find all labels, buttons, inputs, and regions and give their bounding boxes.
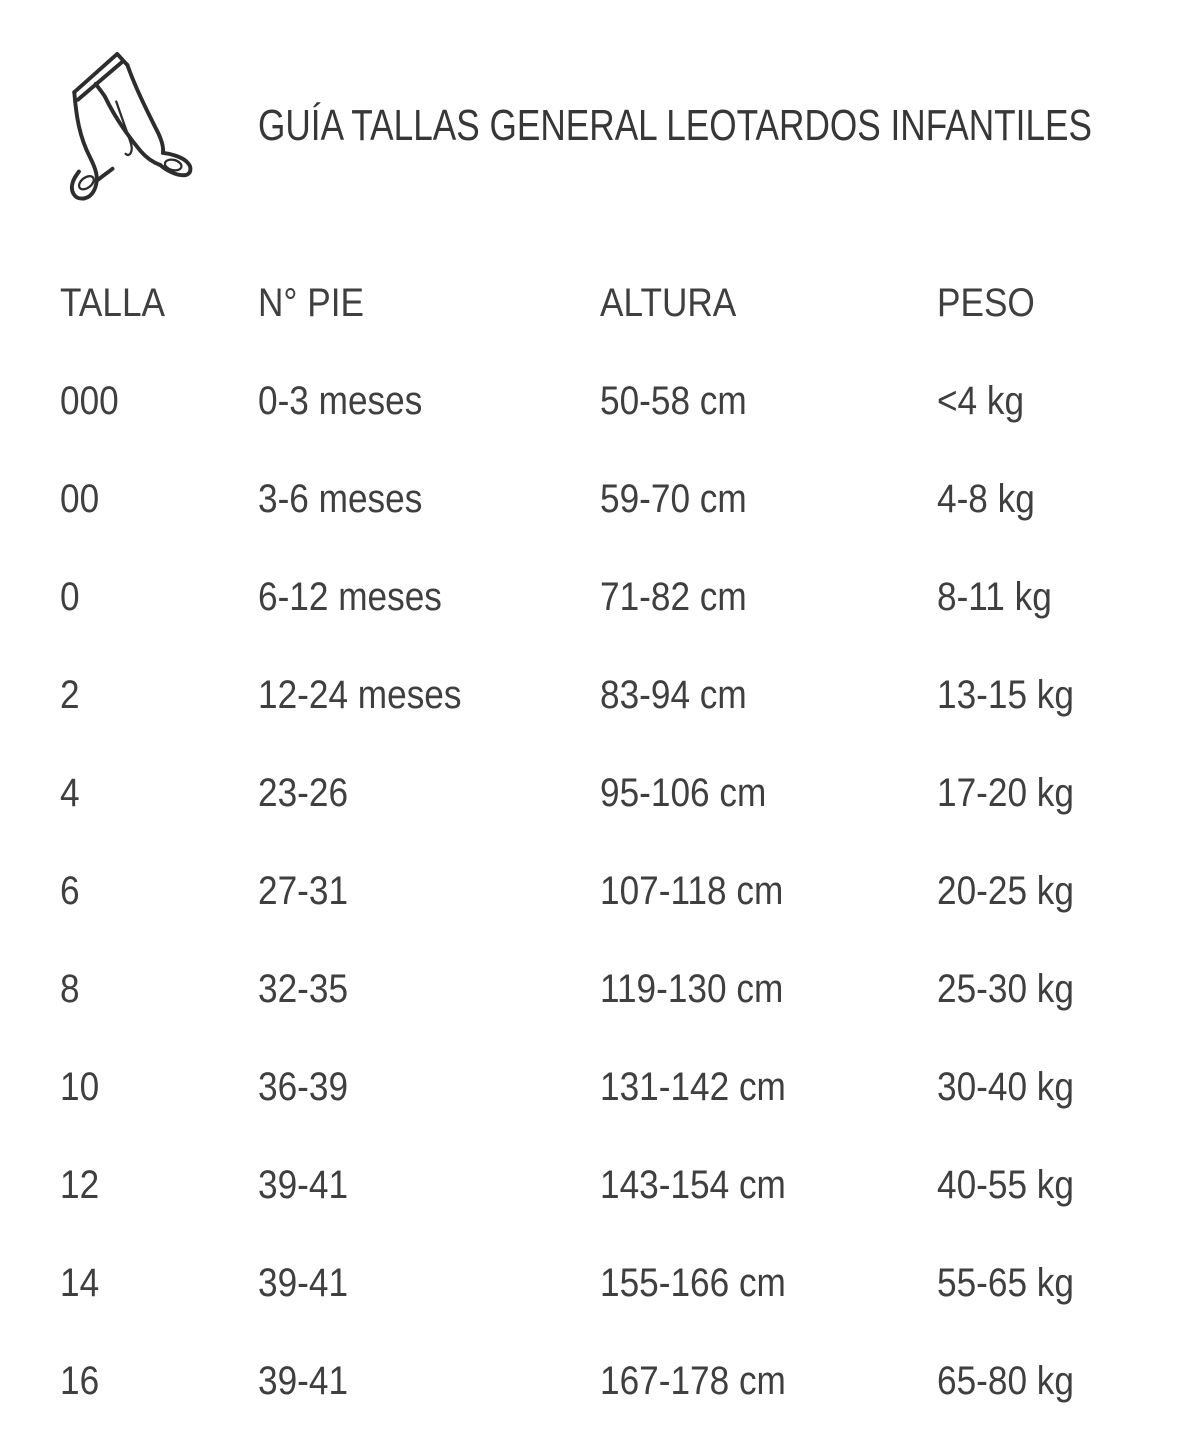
cell-altura: 167-178 cm [600, 1358, 786, 1403]
cell-pie: 23-26 [258, 770, 349, 815]
cell-talla: 8 [60, 966, 80, 1011]
cell-peso: <4 kg [937, 378, 1025, 423]
cell-altura: 107-118 cm [600, 868, 784, 913]
cell-peso: 65-80 kg [937, 1358, 1074, 1403]
tights-icon [64, 42, 204, 204]
cell-pie: 39-41 [258, 1260, 349, 1305]
cell-pie: 0-3 meses [258, 378, 423, 423]
cell-talla: 14 [60, 1260, 100, 1305]
cell-altura: 131-142 cm [600, 1064, 786, 1109]
column-header-pie: N° PIE [258, 280, 365, 325]
cell-peso: 40-55 kg [937, 1162, 1074, 1207]
column-header-talla: TALLA [60, 280, 166, 325]
cell-peso: 4-8 kg [937, 476, 1035, 521]
cell-pie: 32-35 [258, 966, 349, 1011]
cell-talla: 10 [60, 1064, 100, 1109]
cell-talla: 2 [60, 672, 80, 717]
cell-talla: 000 [60, 378, 119, 423]
cell-altura: 95-106 cm [600, 770, 767, 815]
cell-peso: 55-65 kg [937, 1260, 1074, 1305]
cell-altura: 59-70 cm [600, 476, 747, 521]
cell-talla: 00 [60, 476, 100, 521]
cell-pie: 36-39 [258, 1064, 349, 1109]
cell-altura: 143-154 cm [600, 1162, 786, 1207]
cell-altura: 71-82 cm [600, 574, 747, 619]
cell-pie: 27-31 [258, 868, 349, 913]
cell-talla: 12 [60, 1162, 100, 1207]
cell-altura: 50-58 cm [600, 378, 747, 423]
cell-talla: 0 [60, 574, 80, 619]
page-title-text: GUÍA TALLAS GENERAL LEOTARDOS INFANTILES [258, 101, 1092, 150]
cell-talla: 4 [60, 770, 80, 815]
page-title [258, 102, 1200, 150]
cell-talla: 16 [60, 1358, 100, 1403]
cell-pie: 6-12 meses [258, 574, 442, 619]
cell-pie: 39-41 [258, 1162, 349, 1207]
cell-peso: 25-30 kg [937, 966, 1074, 1011]
size-table [60, 254, 1160, 1430]
cell-pie: 39-41 [258, 1358, 349, 1403]
cell-talla: 6 [60, 868, 80, 913]
cell-peso: 13-15 kg [937, 672, 1074, 717]
cell-altura: 83-94 cm [600, 672, 747, 717]
cell-peso: 30-40 kg [937, 1064, 1074, 1109]
cell-pie: 12-24 meses [258, 672, 462, 717]
cell-peso: 17-20 kg [937, 770, 1074, 815]
column-header-altura: ALTURA [600, 280, 737, 325]
cell-altura: 155-166 cm [600, 1260, 786, 1305]
cell-peso: 20-25 kg [937, 868, 1074, 913]
cell-pie: 3-6 meses [258, 476, 423, 521]
column-header-peso: PESO [937, 280, 1035, 325]
cell-altura: 119-130 cm [600, 966, 784, 1011]
cell-peso: 8-11 kg [937, 574, 1052, 619]
